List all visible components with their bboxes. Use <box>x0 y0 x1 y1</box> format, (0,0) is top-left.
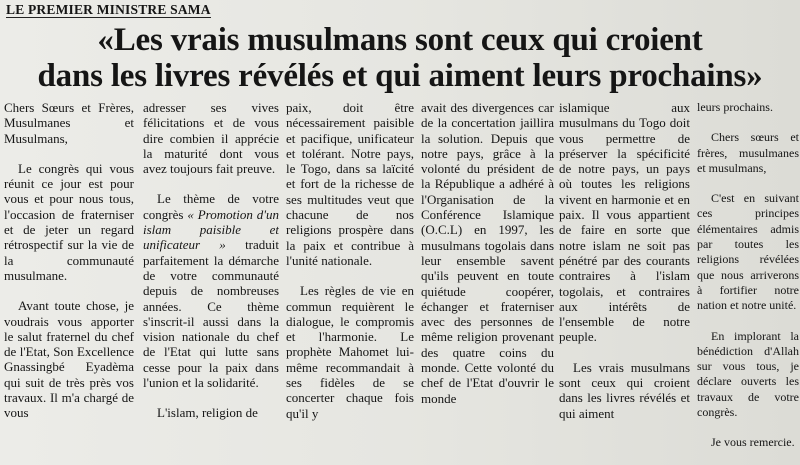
text-run: Le thème de votre congrès <box>143 191 279 222</box>
headline <box>0 22 800 94</box>
congress-theme-italic: « Promotion d'un islam paisible et unificateur » <box>143 206 279 253</box>
closing: Je vous remercie. <box>711 435 795 450</box>
paragraph: Les règles de vie en commun requièrent le dialogue, le compromis et l'harmonie. Le prophète Mahomet lui-même recommandait à ses fidèles de se concerter chaque fois qu'il y <box>286 283 414 421</box>
column-4 <box>421 100 554 465</box>
column-1 <box>4 100 134 465</box>
column-6 <box>697 100 799 465</box>
paragraph: Avant toute chose, je voudrais vous apporter le salut fraternel du chef de l'Etat, Son Excellence Gnassingbé Eyadèma qui suit de très près vos travaux. Il m'a chargé de vous <box>4 298 134 421</box>
paragraph: adresser ses vives félicitations et de vous dire combien il apprécie la maturité dont vous avez toujours fait preuve. <box>143 100 279 177</box>
text-run: traduit parfaitement la démarche de votre communauté depuis de nombreuses années. Ce thème s'inscrit-il aussi dans la vision nationale du chef de l'Etat qui lutte sans cesse pour la paix dans l'union et la solidarité. <box>143 237 279 391</box>
paragraph: Chers Sœurs et Frères, Musulmanes et Musulmans, <box>4 100 134 146</box>
headline-line-1: «Les vrais musulmans sont ceux qui croient <box>97 22 703 58</box>
paragraph: Le congrès qui vous réunit ce jour est pour vous et pour nous tous, l'occasion de fraterniser et de jeter un regard rétrospectif sur la vie de la communauté musulmane. <box>4 160 134 283</box>
column-5 <box>559 100 690 465</box>
paragraph-theme <box>143 191 279 390</box>
headline-line-2: dans les livres révélés et qui aiment leurs prochains» <box>37 58 763 94</box>
paragraph: En implorant la bénédiction d'Allah sur vous tous, je déclare ouverts les travaux de votre congrès. <box>697 328 799 420</box>
column-3 <box>286 100 414 465</box>
kicker: LE PREMIER MINISTRE SAMA <box>6 2 211 17</box>
paragraph: leurs prochains. <box>697 100 773 114</box>
paragraph: avait des divergences car de la concertation jaillira la solution. Depuis que notre pays, grâce à la volonté du président de la République a adhéré à l'Organisation de la Conférence Islamique (O.C.L) en 1997, les musulmans togolais dans leur ensemble savent qu'ils peuvent en toute quiétude coopérer, échanger et fraterniser avec des personnes de même religion provenant des quatre coins du monde. Cette volonté du chef de l'Etat d'ouvrir le monde <box>421 100 554 406</box>
paragraph: paix, doit être nécessairement paisible et pacifique, unificateur et tolérant. Notre pays, le Togo, dans sa laïcité et fort de la richesse de ses multitudes veut que chacune de nos religions prospère dans la paix et contribue à l'unité nationale. <box>286 100 414 268</box>
paragraph: C'est en suivant ces principes élémentaires admis par toutes les religions révélées que nous arriverons à fortifier notre nation et notre unité. <box>697 191 799 313</box>
column-2 <box>143 100 279 465</box>
paragraph: Les vrais musulmans sont ceux qui croient dans les livres révélés et qui aiment <box>559 359 690 421</box>
paragraph: Chers sœurs et frères, musulmanes et musulmans, <box>697 130 799 175</box>
paragraph: L'islam, religion de <box>157 405 258 421</box>
paragraph: islamique aux musulmans du Togo doit vous permettre de préserver la spécificité de notre pays, un pays où toutes les religions vivent en harmonie et en paix. Il vous appartient de faire en sorte que notre islam ne soit pas pénétré par des courants contraires à l'islam togolais, et contraires aux intérêts de l'ensemble de notre peuple. <box>559 100 690 345</box>
